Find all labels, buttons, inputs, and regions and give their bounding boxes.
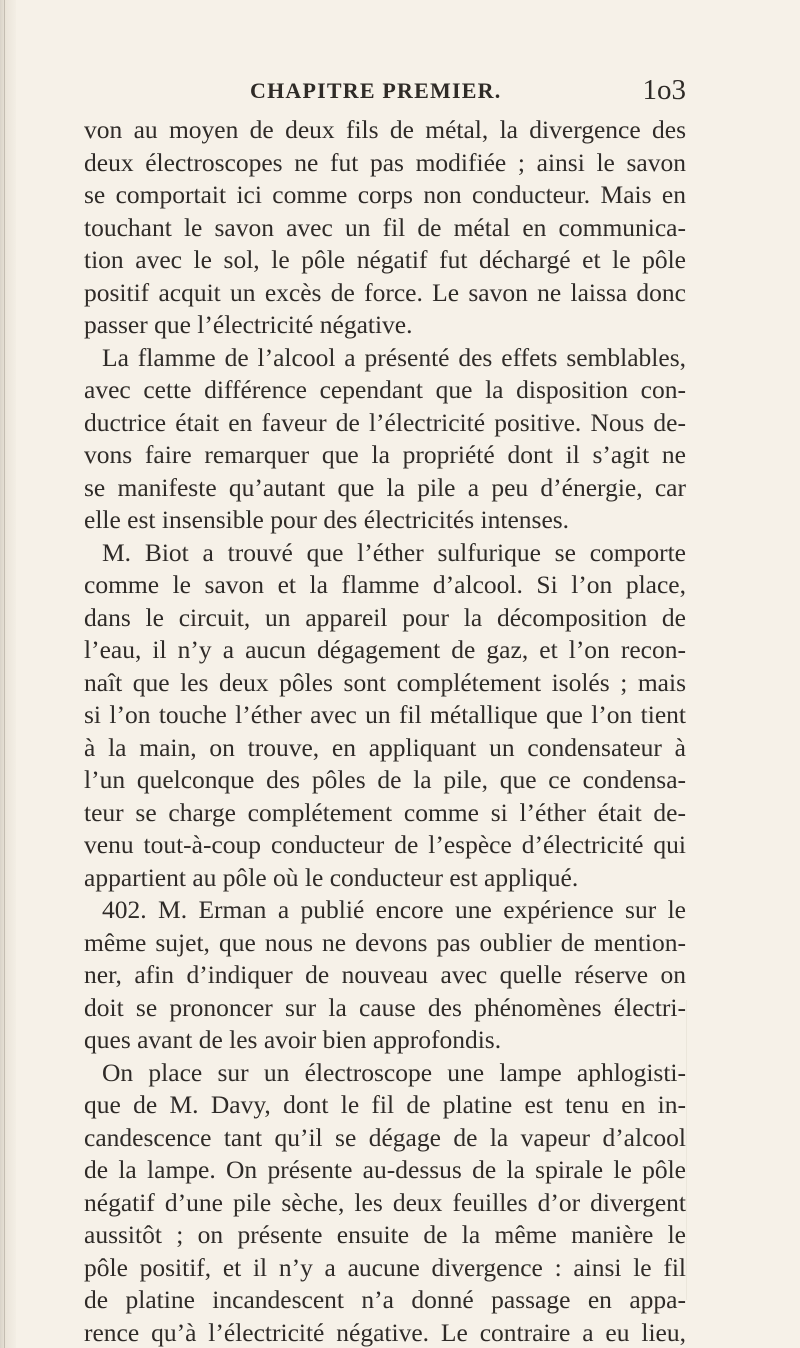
text-line: tion avec le sol, le pôle négatif fut déchargé et le pôle bbox=[84, 245, 686, 274]
text-line: avec cette différence cependant que la disposition con- bbox=[84, 375, 686, 404]
paper-mark bbox=[686, 1000, 687, 1300]
text-line: On place sur un électroscope une lampe aphlogisti- bbox=[102, 1057, 686, 1087]
text-line: touchant le savon avec un fil de métal en communica- bbox=[84, 212, 686, 242]
body-text bbox=[84, 114, 686, 1348]
text-line: passer que l’électricité négative. bbox=[84, 310, 413, 339]
running-title: CHAPITRE PREMIER. bbox=[250, 78, 502, 103]
text-line: elle est insensible pour des électricités intenses. bbox=[84, 505, 570, 534]
text-line: pôle positif, et il n’y a aucune divergence : ainsi le fil bbox=[84, 1252, 686, 1282]
text-line: l’eau, il n’y a aucun dégagement de gaz, et l’on recon- bbox=[84, 635, 686, 664]
text-line: von au moyen de deux fils de métal, la divergence des bbox=[84, 115, 686, 144]
page-binding-edge bbox=[0, 0, 16, 1348]
page-header bbox=[84, 74, 686, 114]
text-line: de la lampe. On présente au-dessus de la spirale le pôle bbox=[84, 1155, 686, 1184]
text-line: appartient au pôle où le conducteur est appliqué. bbox=[84, 862, 579, 892]
text-line: positif acquit un excès de force. Le savon ne laissa donc bbox=[84, 277, 686, 307]
text-line: ner, afin d’indiquer de nouveau avec quelle réserve on bbox=[84, 960, 686, 989]
text-line: deux électroscopes ne fut pas modifiée ; ainsi le savon bbox=[84, 147, 686, 177]
text-line: se manifeste qu’autant que la pile a peu d’énergie, car bbox=[84, 472, 686, 502]
text-line: naît que les deux pôles sont complétement isolés ; mais bbox=[84, 667, 686, 697]
text-line: dans le circuit, un appareil pour la décomposition de bbox=[84, 602, 686, 632]
text-line: à la main, on trouve, en appliquant un condensateur à bbox=[84, 732, 686, 762]
text-line: ductrice était en faveur de l’électricité positive. Nous de- bbox=[84, 407, 686, 437]
text-line: aussitôt ; on présente ensuite de la même manière le bbox=[84, 1220, 686, 1249]
text-line: rence qu’à l’électricité négative. Le contraire a eu lieu, bbox=[84, 1317, 686, 1347]
text-line: venu tout-à-coup conducteur de l’espèce d’électricité qui bbox=[84, 830, 686, 859]
text-line: comme le savon et la flamme d’alcool. Si l’on place, bbox=[84, 570, 686, 599]
text-line: si l’on touche l’éther avec un fil métallique que l’on tient bbox=[84, 700, 686, 729]
text-line: La flamme de l’alcool a présenté des effets semblables, bbox=[102, 342, 686, 372]
text-line: teur se charge complétement comme si l’éther était de- bbox=[84, 797, 686, 827]
page-number: 1o3 bbox=[642, 74, 686, 106]
text-line: même sujet, que nous ne devons pas oublier de mention- bbox=[84, 927, 686, 957]
text-line: se comportait ici comme corps non conducteur. Mais en bbox=[84, 180, 686, 209]
text-line: l’un quelconque des pôles de la pile, que ce condensa- bbox=[84, 765, 686, 794]
text-line: négatif d’une pile sèche, les deux feuilles d’or divergent bbox=[84, 1187, 686, 1217]
text-line: que de M. Davy, dont le fil de platine est tenu en in- bbox=[84, 1090, 686, 1119]
text-line: vons faire remarquer que la propriété dont il s’agit ne bbox=[84, 440, 686, 469]
text-line: de platine incandescent n’a donné passage en appa- bbox=[84, 1285, 686, 1314]
text-line: 402. M. Erman a publié encore une expérience sur le bbox=[102, 895, 686, 924]
text-line: M. Biot a trouvé que l’éther sulfurique se comporte bbox=[102, 537, 686, 567]
text-line: ques avant de les avoir bien approfondis. bbox=[84, 1025, 502, 1054]
text-line: doit se prononcer sur la cause des phénomènes électri- bbox=[84, 992, 686, 1022]
text-line: candescence tant qu’il se dégage de la vapeur d’alcool bbox=[84, 1122, 686, 1152]
